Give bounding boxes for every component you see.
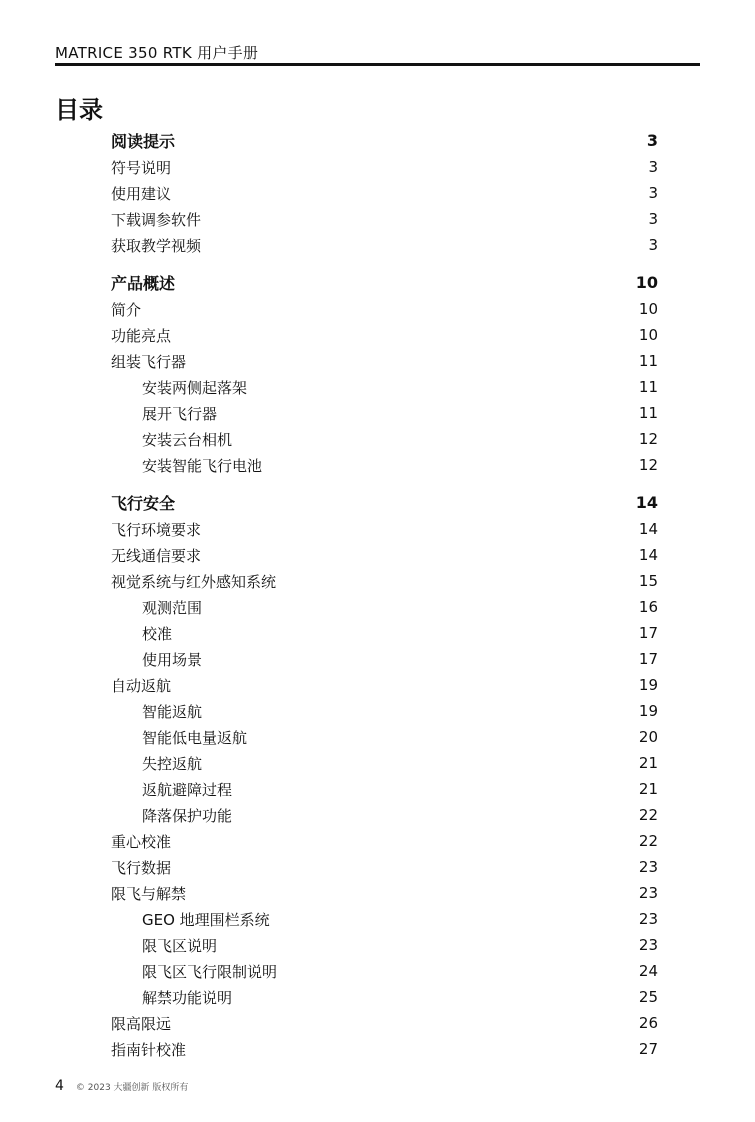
- toc-entry-label: 解禁功能说明: [142, 988, 233, 1007]
- toc-entry[interactable]: [111, 568, 658, 594]
- toc-entry-page: 22: [638, 806, 658, 824]
- toc-entry-label: 获取教学视频: [111, 236, 202, 255]
- toc-entry-page: 21: [638, 780, 658, 798]
- toc-entry-page: 22: [638, 832, 658, 850]
- toc-entry-label: 使用场景: [142, 650, 203, 669]
- toc-entry-page: 17: [638, 624, 658, 642]
- toc-entry[interactable]: [111, 1010, 658, 1036]
- toc-entry-page: 26: [638, 1014, 658, 1032]
- toc-entry[interactable]: [111, 828, 658, 854]
- toc-entry[interactable]: [111, 206, 658, 232]
- toc-entry[interactable]: [111, 232, 658, 258]
- toc-entry[interactable]: [111, 426, 658, 452]
- table-of-contents: [111, 126, 658, 1062]
- toc-entry-page: 11: [638, 378, 658, 396]
- toc-entry-page: 10: [638, 300, 658, 318]
- toc-entry-page: 11: [638, 404, 658, 422]
- page-number: 4: [55, 1078, 64, 1094]
- toc-entry[interactable]: [111, 672, 658, 698]
- toc-entry-page: 3: [648, 158, 658, 176]
- toc-entry-label: 下载调参软件: [111, 210, 202, 229]
- toc-entry-page: 23: [638, 910, 658, 928]
- toc-entry-label: 组装飞行器: [111, 352, 187, 371]
- toc-entry-page: 14: [638, 546, 658, 564]
- toc-entry-label: 功能亮点: [111, 326, 172, 345]
- toc-entry-label: 限飞区飞行限制说明: [142, 962, 278, 981]
- toc-entry[interactable]: [111, 984, 658, 1010]
- running-header: MATRICE 350 RTK 用户手册: [55, 44, 259, 62]
- toc-entry-page: 3: [646, 130, 658, 150]
- toc-entry[interactable]: [111, 802, 658, 828]
- toc-entry-page: 15: [638, 572, 658, 590]
- toc-entry[interactable]: [111, 776, 658, 802]
- toc-entry-page: 23: [638, 884, 658, 902]
- toc-entry-page: 16: [638, 598, 658, 616]
- toc-entry-label: 指南针校准: [111, 1040, 187, 1059]
- toc-entry[interactable]: [111, 154, 658, 180]
- toc-entry[interactable]: [111, 180, 658, 206]
- toc-entry[interactable]: [111, 322, 658, 348]
- toc-entry-page: 19: [638, 702, 658, 720]
- toc-entry-label: 简介: [111, 300, 142, 319]
- toc-entry[interactable]: [111, 400, 658, 426]
- toc-entry[interactable]: [111, 854, 658, 880]
- toc-entry-page: 20: [638, 728, 658, 746]
- toc-entry-label: 限高限远: [111, 1014, 172, 1033]
- toc-entry-label: 校准: [142, 624, 173, 643]
- toc-entry-label: 重心校准: [111, 832, 172, 851]
- toc-entry-label: 安装云台相机: [142, 430, 233, 449]
- toc-entry[interactable]: [111, 374, 658, 400]
- toc-entry-label: 降落保护功能: [142, 806, 233, 825]
- page-footer: [55, 1078, 188, 1094]
- toc-section-entry[interactable]: [111, 268, 658, 296]
- toc-entry-label: 智能返航: [142, 702, 203, 721]
- toc-entry-label: 展开飞行器: [142, 404, 218, 423]
- toc-entry-page: 24: [638, 962, 658, 980]
- toc-entry[interactable]: [111, 880, 658, 906]
- toc-entry-page: 3: [648, 210, 658, 228]
- toc-entry-label: 符号说明: [111, 158, 172, 177]
- toc-section-entry[interactable]: [111, 126, 658, 154]
- toc-entry[interactable]: [111, 516, 658, 542]
- toc-entry-page: 27: [638, 1040, 658, 1058]
- toc-entry-label: 限飞与解禁: [111, 884, 187, 903]
- toc-entry-page: 23: [638, 936, 658, 954]
- toc-entry-page: 21: [638, 754, 658, 772]
- toc-entry[interactable]: [111, 906, 658, 932]
- toc-entry-label: 限飞区说明: [142, 936, 218, 955]
- header-rule: [55, 63, 700, 66]
- toc-entry-label: 失控返航: [142, 754, 203, 773]
- toc-entry-label: 安装两侧起落架: [142, 378, 248, 397]
- copyright-notice: © 2023 大疆创新 版权所有: [75, 1083, 189, 1093]
- toc-entry[interactable]: [111, 932, 658, 958]
- toc-entry-page: 19: [638, 676, 658, 694]
- toc-entry[interactable]: [111, 452, 658, 478]
- toc-entry-label: 阅读提示: [111, 131, 176, 151]
- toc-entry-label: 产品概述: [111, 273, 176, 293]
- toc-entry-label: 自动返航: [111, 676, 172, 695]
- toc-entry[interactable]: [111, 646, 658, 672]
- toc-entry[interactable]: [111, 296, 658, 322]
- toc-entry[interactable]: [111, 698, 658, 724]
- toc-entry-label: 飞行安全: [111, 493, 176, 513]
- toc-entry[interactable]: [111, 958, 658, 984]
- toc-entry-label: 使用建议: [111, 184, 172, 203]
- toc-entry-label: GEO 地理围栏系统: [142, 910, 270, 929]
- toc-entry[interactable]: [111, 1036, 658, 1062]
- toc-entry-label: 观测范围: [142, 598, 203, 617]
- toc-entry-page: 25: [638, 988, 658, 1006]
- toc-entry-page: 10: [635, 272, 658, 292]
- toc-entry-page: 3: [648, 184, 658, 202]
- toc-entry-label: 视觉系统与红外感知系统: [111, 572, 277, 591]
- toc-entry[interactable]: [111, 348, 658, 374]
- toc-entry-page: 17: [638, 650, 658, 668]
- toc-entry-page: 11: [638, 352, 658, 370]
- toc-entry-label: 返航避障过程: [142, 780, 233, 799]
- toc-entry-label: 无线通信要求: [111, 546, 202, 565]
- toc-entry-page: 3: [648, 236, 658, 254]
- toc-entry[interactable]: [111, 594, 658, 620]
- toc-entry-page: 14: [635, 492, 658, 512]
- toc-entry-page: 23: [638, 858, 658, 876]
- toc-entry[interactable]: [111, 620, 658, 646]
- toc-entry-page: 10: [638, 326, 658, 344]
- toc-entry-label: 智能低电量返航: [142, 728, 248, 747]
- toc-entry[interactable]: [111, 750, 658, 776]
- toc-entry-page: 12: [638, 456, 658, 474]
- toc-entry-page: 12: [638, 430, 658, 448]
- toc-entry[interactable]: [111, 724, 658, 750]
- toc-entry-label: 飞行环境要求: [111, 520, 202, 539]
- toc-section-entry[interactable]: [111, 488, 658, 516]
- toc-entry[interactable]: [111, 542, 658, 568]
- page-title: 目录: [55, 96, 103, 124]
- toc-entry-label: 安装智能飞行电池: [142, 456, 263, 475]
- toc-entry-page: 14: [638, 520, 658, 538]
- toc-entry-label: 飞行数据: [111, 858, 172, 877]
